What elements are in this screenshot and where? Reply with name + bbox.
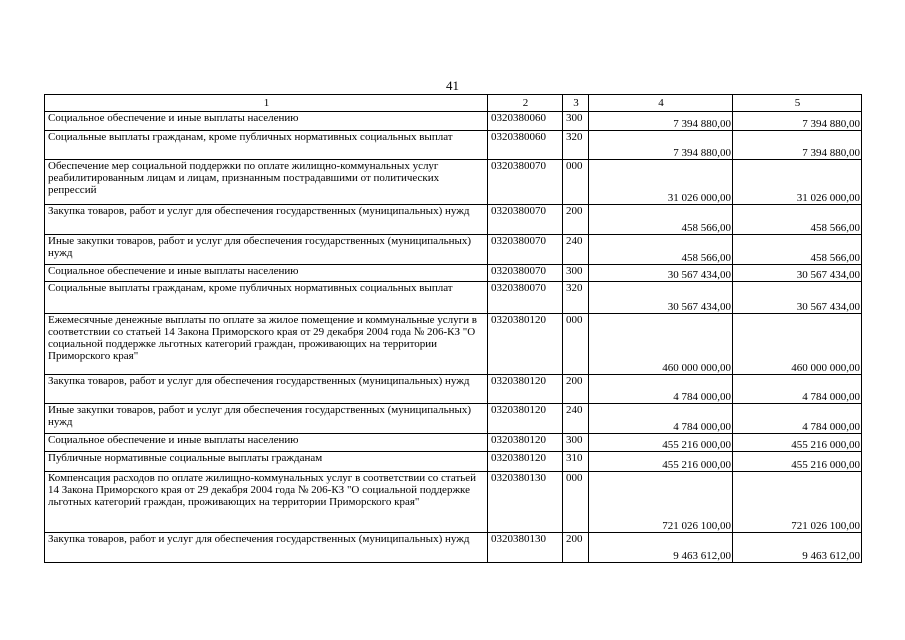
- row-kind: 320: [563, 131, 589, 160]
- row-code: 0320380120: [488, 375, 563, 404]
- row-value-col5: 455 216 000,00: [733, 452, 862, 472]
- row-kind: 310: [563, 452, 589, 472]
- row-code: 0320380120: [488, 314, 563, 375]
- column-header: 2: [488, 95, 563, 112]
- row-kind: 240: [563, 404, 589, 434]
- table-row: [45, 452, 862, 472]
- row-name: Компенсация расходов по оплате жилищно-коммунальных услуг в соответствии со статьей 14 Закона Приморского края от 29 декабря 2004 года № 206-КЗ "О социальной поддержке льготных категорий граждан, проживающих на территории Приморского края": [45, 472, 488, 533]
- row-value-col5: 30 567 434,00: [733, 282, 862, 314]
- row-name: Обеспечение мер социальной поддержки по оплате жилищно-коммунальных услуг реабилитированным лицам и лицам, признанным пострадавшими от политических репрессий: [45, 160, 488, 205]
- row-name: Иные закупки товаров, работ и услуг для обеспечения государственных (муниципальных) нужд: [45, 235, 488, 265]
- table-row: [45, 533, 862, 563]
- row-value-col5: 30 567 434,00: [733, 265, 862, 282]
- row-kind: 000: [563, 314, 589, 375]
- row-kind: 000: [563, 472, 589, 533]
- row-code: 0320380070: [488, 282, 563, 314]
- column-header: 1: [45, 95, 488, 112]
- row-code: 0320380070: [488, 205, 563, 235]
- row-name: Закупка товаров, работ и услуг для обеспечения государственных (муниципальных) нужд: [45, 375, 488, 404]
- row-code: 0320380120: [488, 434, 563, 452]
- row-value-col5: 721 026 100,00: [733, 472, 862, 533]
- row-value-col5: 7 394 880,00: [733, 131, 862, 160]
- row-value-col5: 4 784 000,00: [733, 404, 862, 434]
- table-row: [45, 160, 862, 205]
- table-row: [45, 131, 862, 160]
- row-value-col4: 7 394 880,00: [589, 112, 733, 131]
- column-header: 3: [563, 95, 589, 112]
- row-value-col4: 30 567 434,00: [589, 282, 733, 314]
- row-value-col4: 455 216 000,00: [589, 452, 733, 472]
- table-row: [45, 375, 862, 404]
- column-header: 5: [733, 95, 862, 112]
- row-name: Социальное обеспечение и иные выплаты населению: [45, 265, 488, 282]
- row-code: 0320380070: [488, 235, 563, 265]
- row-name: Социальные выплаты гражданам, кроме публичных нормативных социальных выплат: [45, 282, 488, 314]
- row-value-col4: 455 216 000,00: [589, 434, 733, 452]
- row-kind: 320: [563, 282, 589, 314]
- row-value-col5: 9 463 612,00: [733, 533, 862, 563]
- row-value-col5: 4 784 000,00: [733, 375, 862, 404]
- row-value-col5: 455 216 000,00: [733, 434, 862, 452]
- table-row: [45, 205, 862, 235]
- row-name: Закупка товаров, работ и услуг для обеспечения государственных (муниципальных) нужд: [45, 533, 488, 563]
- row-code: 0320380120: [488, 404, 563, 434]
- row-name: Социальные выплаты гражданам, кроме публичных нормативных социальных выплат: [45, 131, 488, 160]
- row-value-col4: 9 463 612,00: [589, 533, 733, 563]
- row-name: Иные закупки товаров, работ и услуг для обеспечения государственных (муниципальных) нужд: [45, 404, 488, 434]
- row-code: 0320380070: [488, 265, 563, 282]
- page-number: 41: [446, 78, 459, 93]
- row-name: Закупка товаров, работ и услуг для обеспечения государственных (муниципальных) нужд: [45, 205, 488, 235]
- row-kind: 300: [563, 434, 589, 452]
- row-value-col5: 7 394 880,00: [733, 112, 862, 131]
- table-row: [45, 112, 862, 131]
- row-value-col4: 458 566,00: [589, 205, 733, 235]
- row-value-col4: 31 026 000,00: [589, 160, 733, 205]
- row-value-col5: 460 000 000,00: [733, 314, 862, 375]
- row-name: Социальное обеспечение и иные выплаты населению: [45, 112, 488, 131]
- table-row: [45, 282, 862, 314]
- table-row: [45, 404, 862, 434]
- row-code: 0320380130: [488, 533, 563, 563]
- row-value-col4: 458 566,00: [589, 235, 733, 265]
- table-row: [45, 472, 862, 533]
- row-code: 0320380130: [488, 472, 563, 533]
- table-row: [45, 314, 862, 375]
- row-kind: 200: [563, 533, 589, 563]
- row-value-col4: 460 000 000,00: [589, 314, 733, 375]
- row-kind: 240: [563, 235, 589, 265]
- row-kind: 200: [563, 205, 589, 235]
- row-value-col4: 4 784 000,00: [589, 404, 733, 434]
- row-kind: 000: [563, 160, 589, 205]
- row-value-col4: 30 567 434,00: [589, 265, 733, 282]
- row-name: Публичные нормативные социальные выплаты гражданам: [45, 452, 488, 472]
- row-value-col5: 458 566,00: [733, 205, 862, 235]
- table-header-row: [45, 95, 862, 112]
- row-value-col4: 7 394 880,00: [589, 131, 733, 160]
- table-row: [45, 265, 862, 282]
- row-name: Социальное обеспечение и иные выплаты населению: [45, 434, 488, 452]
- row-code: 0320380060: [488, 131, 563, 160]
- row-kind: 200: [563, 375, 589, 404]
- row-code: 0320380060: [488, 112, 563, 131]
- column-header: 4: [589, 95, 733, 112]
- row-code: 0320380070: [488, 160, 563, 205]
- row-value-col4: 721 026 100,00: [589, 472, 733, 533]
- row-code: 0320380120: [488, 452, 563, 472]
- row-value-col5: 31 026 000,00: [733, 160, 862, 205]
- table-row: [45, 235, 862, 265]
- row-kind: 300: [563, 112, 589, 131]
- table-row: [45, 434, 862, 452]
- row-name: Ежемесячные денежные выплаты по оплате за жилое помещение и коммунальные услуги в соответствии со статьей 14 Закона Приморского края от 29 декабря 2004 года № 206-КЗ "О социальной поддержке льготных категорий граждан, проживающих на территории Приморского края": [45, 314, 488, 375]
- row-kind: 300: [563, 265, 589, 282]
- budget-table: [44, 94, 862, 563]
- budget-table-body: [45, 95, 862, 563]
- row-value-col4: 4 784 000,00: [589, 375, 733, 404]
- row-value-col5: 458 566,00: [733, 235, 862, 265]
